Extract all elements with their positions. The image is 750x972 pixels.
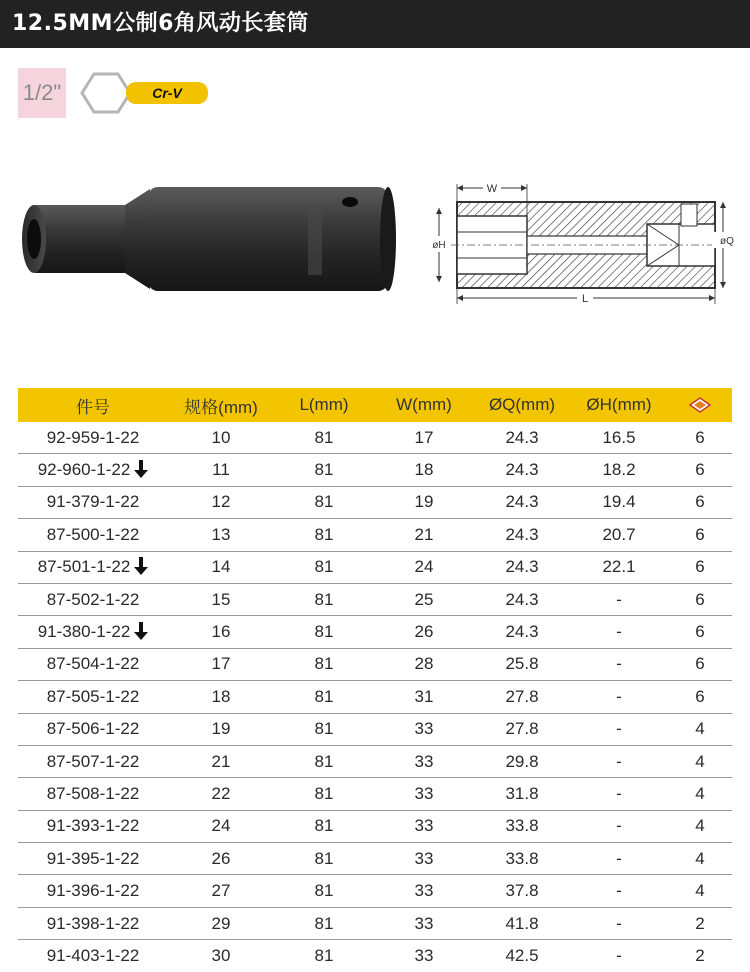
width-cell-text: 31 (414, 686, 434, 706)
part-number-cell (18, 422, 168, 454)
col-header-spec: 规格(mm) (168, 388, 274, 422)
spec-cell (168, 583, 274, 615)
edge-count-cell-text: 6 (695, 557, 705, 577)
spec-cell-text: 22 (211, 783, 231, 803)
part-number-cell (18, 940, 168, 972)
outer-diameter-cell (474, 875, 570, 907)
spec-cell (168, 648, 274, 680)
outer-diameter-cell-text: 42.5 (505, 945, 539, 965)
inner-diameter-cell-text: - (616, 783, 622, 803)
outer-diameter-cell-text: 27.8 (505, 719, 539, 739)
length-cell (274, 583, 374, 615)
part-number-cell (18, 648, 168, 680)
inner-diameter-cell-text: 16.5 (602, 427, 636, 447)
length-cell (274, 519, 374, 551)
inner-diameter-cell (570, 616, 668, 648)
spec-cell (168, 875, 274, 907)
inner-diameter-cell (570, 681, 668, 713)
length-cell (274, 875, 374, 907)
page-title: 12.5MM公制6角风动长套筒 (0, 0, 750, 48)
inner-diameter-cell-text: 19.4 (602, 492, 636, 512)
spec-cell (168, 616, 274, 648)
inner-diameter-cell-text: - (616, 816, 622, 836)
width-cell (374, 551, 474, 583)
inner-diameter-cell (570, 940, 668, 972)
table-row (18, 875, 732, 907)
part-number-cell (18, 681, 168, 713)
table-row (18, 648, 732, 680)
outer-diameter-cell (474, 648, 570, 680)
width-cell (374, 616, 474, 648)
socket-cross-section-drawing (425, 180, 745, 310)
outer-diameter-cell (474, 616, 570, 648)
inner-diameter-cell (570, 843, 668, 875)
length-cell-text: 81 (314, 945, 334, 965)
length-cell-text: 81 (314, 881, 334, 901)
outer-diameter-cell-text: 27.8 (505, 686, 539, 706)
width-cell (374, 422, 474, 454)
dim-w-label: W (486, 183, 498, 195)
edge-count-cell (668, 907, 732, 939)
inner-diameter-cell (570, 875, 668, 907)
length-cell (274, 940, 374, 972)
inner-diameter-cell (570, 810, 668, 842)
length-cell (274, 616, 374, 648)
edge-count-cell-text: 2 (695, 913, 705, 933)
outer-diameter-cell-text: 24.3 (505, 524, 539, 544)
edge-count-cell (668, 875, 732, 907)
inner-diameter-cell-text: - (616, 945, 622, 965)
edge-count-cell (668, 648, 732, 680)
edge-count-cell (668, 551, 732, 583)
edge-count-cell (668, 810, 732, 842)
spec-cell-text: 21 (211, 751, 231, 771)
spec-cell (168, 551, 274, 583)
edge-count-cell-text: 6 (695, 686, 705, 706)
drive-size-badge: 1/2" (18, 68, 66, 118)
width-cell-text: 33 (414, 816, 434, 836)
inner-diameter-cell-text: - (616, 848, 622, 868)
spec-cell (168, 454, 274, 486)
spec-cell-text: 14 (211, 557, 231, 577)
table-row (18, 551, 732, 583)
length-cell-text: 81 (314, 589, 334, 609)
width-cell-text: 17 (414, 427, 434, 447)
length-cell-text: 81 (314, 654, 334, 674)
inner-diameter-cell-text: - (616, 881, 622, 901)
outer-diameter-cell-text: 24.3 (505, 557, 539, 577)
material-badge: Cr-V (126, 82, 208, 104)
col-header-l: L(mm) (274, 388, 374, 422)
width-cell (374, 745, 474, 777)
outer-diameter-cell-text: 41.8 (505, 913, 539, 933)
down-arrow-icon (134, 557, 148, 575)
edge-count-cell-text: 4 (695, 783, 705, 803)
table-row (18, 843, 732, 875)
part-number-cell (18, 486, 168, 518)
spec-cell-text: 16 (211, 622, 231, 642)
edge-count-cell-text: 6 (695, 622, 705, 642)
width-cell-text: 33 (414, 881, 434, 901)
inner-diameter-cell-text: 22.1 (602, 557, 636, 577)
outer-diameter-cell (474, 713, 570, 745)
outer-diameter-cell (474, 940, 570, 972)
table-row (18, 583, 732, 615)
outer-diameter-cell (474, 551, 570, 583)
outer-diameter-cell (474, 810, 570, 842)
edge-count-cell-text: 6 (695, 589, 705, 609)
col-header-w: W(mm) (374, 388, 474, 422)
edge-count-cell-text: 4 (695, 719, 705, 739)
width-cell-text: 33 (414, 783, 434, 803)
length-cell-text: 81 (314, 492, 334, 512)
spec-cell-text: 11 (212, 460, 230, 480)
edge-count-cell (668, 583, 732, 615)
edge-count-cell (668, 713, 732, 745)
col-header-part-number: 件号 (18, 388, 168, 422)
part-number-cell-text: 87-500-1-22 (46, 524, 140, 544)
edge-count-cell-text: 6 (695, 492, 705, 512)
width-cell-text: 28 (414, 654, 434, 674)
part-number-cell (18, 810, 168, 842)
edge-count-cell-text: 4 (695, 751, 705, 771)
outer-diameter-cell (474, 907, 570, 939)
inner-diameter-cell (570, 713, 668, 745)
edge-count-cell-text: 4 (695, 848, 705, 868)
part-number-cell-text: 91-380-1-22 (37, 622, 131, 642)
part-number-cell-text: 87-501-1-22 (37, 557, 131, 577)
length-cell-text: 81 (314, 783, 334, 803)
table-row (18, 940, 732, 972)
spec-cell (168, 745, 274, 777)
width-cell (374, 486, 474, 518)
width-cell-text: 24 (414, 557, 434, 577)
table-row (18, 616, 732, 648)
inner-diameter-cell-text: 18.2 (602, 460, 636, 480)
inner-diameter-cell (570, 486, 668, 518)
outer-diameter-cell-text: 24.3 (505, 622, 539, 642)
outer-diameter-cell (474, 681, 570, 713)
outer-diameter-cell-text: 25.8 (505, 654, 539, 674)
table-row (18, 486, 732, 518)
width-cell-text: 21 (414, 524, 434, 544)
edge-count-cell (668, 454, 732, 486)
edge-count-cell (668, 681, 732, 713)
col-header-edge-count (668, 388, 732, 422)
part-number-cell-text: 91-395-1-22 (46, 848, 140, 868)
part-number-cell-text: 87-504-1-22 (46, 654, 140, 674)
part-number-cell (18, 583, 168, 615)
inner-diameter-cell-text: - (616, 686, 622, 706)
width-cell-text: 33 (414, 751, 434, 771)
part-number-cell-text: 91-393-1-22 (46, 816, 140, 836)
outer-diameter-cell-text: 37.8 (505, 881, 539, 901)
spec-cell-text: 19 (211, 719, 231, 739)
length-cell-text: 81 (314, 686, 334, 706)
spec-cell (168, 422, 274, 454)
table-row (18, 778, 732, 810)
width-cell (374, 583, 474, 615)
outer-diameter-cell (474, 843, 570, 875)
outer-diameter-cell (474, 583, 570, 615)
table-row (18, 519, 732, 551)
edge-count-cell (668, 778, 732, 810)
inner-diameter-cell (570, 454, 668, 486)
outer-diameter-cell-text: 33.8 (505, 848, 539, 868)
length-cell-text: 81 (314, 848, 334, 868)
part-number-cell-text: 87-506-1-22 (46, 719, 140, 739)
spec-cell (168, 843, 274, 875)
part-number-cell (18, 907, 168, 939)
length-cell (274, 681, 374, 713)
width-cell (374, 778, 474, 810)
part-number-cell (18, 551, 168, 583)
length-cell (274, 454, 374, 486)
length-cell (274, 843, 374, 875)
width-cell-text: 33 (414, 913, 434, 933)
outer-diameter-cell-text: 24.3 (505, 492, 539, 512)
inner-diameter-cell (570, 551, 668, 583)
part-number-cell-text: 92-959-1-22 (46, 427, 140, 447)
length-cell (274, 648, 374, 680)
length-cell-text: 81 (314, 460, 334, 480)
inner-diameter-cell-text: - (616, 622, 622, 642)
spec-cell-text: 15 (211, 589, 231, 609)
outer-diameter-cell (474, 519, 570, 551)
spec-cell-text: 18 (211, 686, 231, 706)
length-cell (274, 745, 374, 777)
part-number-cell (18, 745, 168, 777)
part-number-cell-text: 87-508-1-22 (46, 783, 140, 803)
length-cell-text: 81 (314, 751, 334, 771)
table-header-row (18, 388, 732, 422)
width-cell (374, 681, 474, 713)
length-cell-text: 81 (314, 524, 334, 544)
edge-count-cell (668, 519, 732, 551)
spec-cell (168, 486, 274, 518)
length-cell-text: 81 (314, 913, 334, 933)
length-cell-text: 81 (314, 622, 334, 642)
width-cell-text: 19 (414, 492, 434, 512)
spec-cell-text: 12 (211, 492, 231, 512)
width-cell-text: 18 (414, 460, 434, 480)
length-cell (274, 713, 374, 745)
inner-diameter-cell (570, 778, 668, 810)
spec-cell (168, 681, 274, 713)
length-cell (274, 778, 374, 810)
table-row (18, 422, 732, 454)
table-row (18, 810, 732, 842)
edge-count-cell (668, 843, 732, 875)
spec-cell (168, 940, 274, 972)
length-cell-text: 81 (314, 427, 334, 447)
inner-diameter-cell-text: - (616, 913, 622, 933)
width-cell (374, 810, 474, 842)
spec-cell-text: 27 (211, 881, 231, 901)
width-cell-text: 33 (414, 848, 434, 868)
down-arrow-icon (134, 460, 148, 478)
part-number-cell-text: 91-379-1-22 (46, 492, 140, 512)
table-row (18, 681, 732, 713)
length-cell-text: 81 (314, 719, 334, 739)
inner-diameter-cell-text: - (616, 654, 622, 674)
edge-count-cell-text: 6 (695, 524, 705, 544)
outer-diameter-cell (474, 454, 570, 486)
edge-count-cell (668, 422, 732, 454)
spec-cell-text: 26 (211, 848, 231, 868)
spec-cell-text: 29 (211, 913, 231, 933)
width-cell (374, 519, 474, 551)
width-cell-text: 33 (414, 945, 434, 965)
edge-count-cell-text: 6 (695, 654, 705, 674)
outer-diameter-cell-text: 33.8 (505, 816, 539, 836)
length-cell (274, 810, 374, 842)
part-number-cell (18, 519, 168, 551)
spec-cell (168, 778, 274, 810)
width-cell (374, 454, 474, 486)
spec-cell (168, 713, 274, 745)
part-number-cell-text: 91-398-1-22 (46, 913, 140, 933)
edge-count-cell-text: 2 (695, 945, 705, 965)
col-header-h: ØH(mm) (570, 388, 668, 422)
outer-diameter-cell-text: 24.3 (505, 427, 539, 447)
inner-diameter-cell (570, 422, 668, 454)
dim-h-label: øH (432, 240, 446, 251)
part-number-cell-text: 87-502-1-22 (46, 589, 140, 609)
part-number-cell (18, 843, 168, 875)
part-number-cell-text: 87-507-1-22 (46, 751, 140, 771)
edge-count-cell (668, 486, 732, 518)
part-number-cell (18, 616, 168, 648)
spec-cell (168, 907, 274, 939)
inner-diameter-cell-text: - (616, 751, 622, 771)
length-cell-text: 81 (314, 816, 334, 836)
length-cell-text: 81 (314, 557, 334, 577)
spec-cell-text: 17 (211, 654, 231, 674)
part-number-cell-text: 91-396-1-22 (46, 881, 140, 901)
edge-count-cell-text: 4 (695, 816, 705, 836)
part-number-cell (18, 713, 168, 745)
spec-table (18, 388, 732, 972)
socket-photo (20, 175, 400, 305)
spec-cell-text: 13 (211, 524, 231, 544)
socket-edge-icon (687, 395, 713, 415)
spec-cell-text: 30 (211, 945, 231, 965)
spec-cell-text: 10 (211, 427, 231, 447)
width-cell (374, 713, 474, 745)
table-row (18, 454, 732, 486)
edge-count-cell-text: 6 (695, 427, 705, 447)
width-cell (374, 940, 474, 972)
part-number-cell (18, 778, 168, 810)
spec-cell (168, 810, 274, 842)
length-cell (274, 486, 374, 518)
inner-diameter-cell-text: - (616, 719, 622, 739)
inner-diameter-cell (570, 745, 668, 777)
inner-diameter-cell (570, 519, 668, 551)
spec-cell-text: 24 (211, 816, 231, 836)
dim-q-label: øQ (720, 236, 734, 247)
length-cell (274, 551, 374, 583)
inner-diameter-cell-text: 20.7 (602, 524, 636, 544)
width-cell-text: 33 (414, 719, 434, 739)
dim-l-label: L (581, 293, 589, 305)
part-number-cell (18, 454, 168, 486)
outer-diameter-cell-text: 29.8 (505, 751, 539, 771)
table-row (18, 713, 732, 745)
outer-diameter-cell-text: 31.8 (505, 783, 539, 803)
length-cell (274, 422, 374, 454)
outer-diameter-cell (474, 486, 570, 518)
edge-count-cell-text: 6 (695, 460, 705, 480)
inner-diameter-cell (570, 907, 668, 939)
part-number-cell-text: 92-960-1-22 (37, 460, 131, 480)
table-row (18, 907, 732, 939)
part-number-cell-text: 87-505-1-22 (46, 686, 140, 706)
edge-count-cell (668, 616, 732, 648)
col-header-q: ØQ(mm) (474, 388, 570, 422)
edge-count-cell (668, 940, 732, 972)
outer-diameter-cell-text: 24.3 (505, 589, 539, 609)
width-cell (374, 843, 474, 875)
outer-diameter-cell-text: 24.3 (505, 460, 539, 480)
length-cell (274, 907, 374, 939)
width-cell (374, 907, 474, 939)
inner-diameter-cell-text: - (616, 589, 622, 609)
edge-count-cell-text: 4 (695, 881, 705, 901)
hexagon-icon (80, 70, 132, 116)
width-cell (374, 875, 474, 907)
part-number-cell-text: 91-403-1-22 (46, 945, 140, 965)
width-cell-text: 25 (414, 589, 434, 609)
down-arrow-icon (134, 622, 148, 640)
inner-diameter-cell (570, 583, 668, 615)
outer-diameter-cell (474, 745, 570, 777)
table-row (18, 745, 732, 777)
outer-diameter-cell (474, 778, 570, 810)
width-cell-text: 26 (414, 622, 434, 642)
outer-diameter-cell (474, 422, 570, 454)
width-cell (374, 648, 474, 680)
spec-cell (168, 519, 274, 551)
edge-count-cell (668, 745, 732, 777)
part-number-cell (18, 875, 168, 907)
inner-diameter-cell (570, 648, 668, 680)
